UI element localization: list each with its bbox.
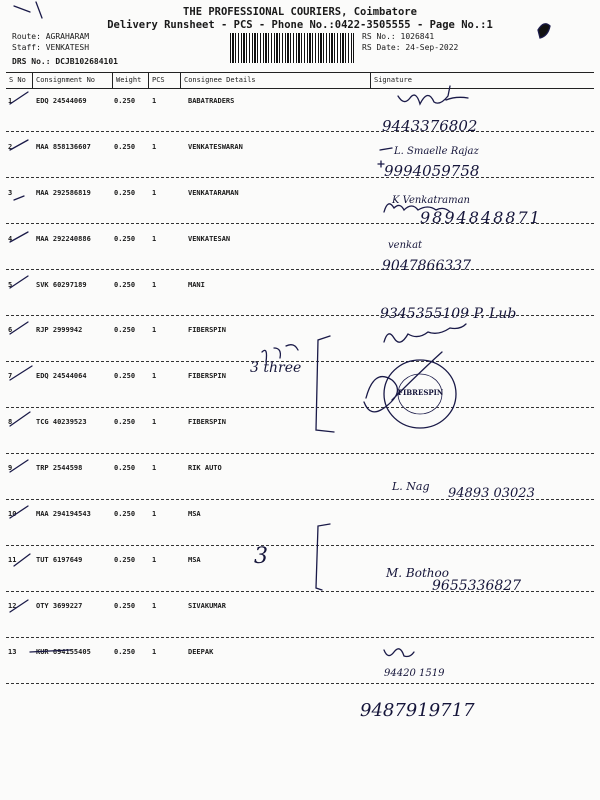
row-sno: 12 bbox=[8, 602, 17, 610]
row-consignee: FIBERSPIN bbox=[188, 418, 226, 426]
row-pcs: 1 bbox=[152, 281, 157, 289]
runsheet-subtitle: Delivery Runsheet - PCS - Phone No.:0422-3505555 - Page No.:1 bbox=[107, 19, 493, 31]
row-pcs: 1 bbox=[152, 97, 157, 105]
row-weight: 0.250 bbox=[114, 464, 136, 472]
row-sno: 2 bbox=[8, 143, 13, 151]
row-weight: 0.250 bbox=[114, 648, 136, 656]
row-sno: 6 bbox=[8, 326, 13, 334]
row-consignee: FIBERSPIN bbox=[188, 372, 226, 380]
row-consignment: TRP 2544598 bbox=[36, 464, 83, 472]
col-header-signature: Signature bbox=[374, 76, 412, 84]
row-sno: 13 bbox=[8, 648, 17, 656]
row-consignment: TCG 40239523 bbox=[36, 418, 87, 426]
row-pcs: 1 bbox=[152, 556, 157, 564]
row-pcs: 1 bbox=[152, 602, 157, 610]
row-consignee: VENKATESWARAN bbox=[188, 143, 243, 151]
row-consignment: OTY 3699227 bbox=[36, 602, 83, 610]
row-consignment: MAA 858136607 bbox=[36, 143, 91, 151]
company-title: THE PROFESSIONAL COURIERS, Coimbatore bbox=[183, 6, 417, 18]
row-pcs: 1 bbox=[152, 510, 157, 518]
row-consignee: MSA bbox=[188, 510, 201, 518]
row-weight: 0.250 bbox=[114, 143, 136, 151]
handwritten-phone: 9994059758 bbox=[384, 162, 480, 180]
col-header-consignment: Consignment No bbox=[36, 76, 96, 84]
row-consignee: MSA bbox=[188, 556, 201, 564]
col-header-pcs: PCS bbox=[152, 76, 165, 84]
row-weight: 0.250 bbox=[114, 418, 136, 426]
row-consignee: FIBERSPIN bbox=[188, 326, 226, 334]
rs-number: RS No.: 1026841 bbox=[362, 32, 435, 41]
row-consignee: MANI bbox=[188, 281, 205, 289]
col-header-consignee: Consignee Details bbox=[184, 76, 256, 84]
row-sno: 8 bbox=[8, 418, 13, 426]
handwritten-phone: 9487919717 bbox=[360, 700, 475, 721]
handwritten-name: L. Nag bbox=[392, 480, 430, 493]
row-pcs: 1 bbox=[152, 326, 157, 334]
handwritten-mark: 94420 1519 bbox=[384, 668, 445, 679]
row-pcs: 1 bbox=[152, 648, 157, 656]
row-consignee: RIK AUTO bbox=[188, 464, 222, 472]
handwritten-phone: 9894848871 bbox=[420, 208, 542, 227]
row-consignment: MAA 294194543 bbox=[36, 510, 91, 518]
row-weight: 0.250 bbox=[114, 189, 136, 197]
row-pcs: 1 bbox=[152, 464, 157, 472]
row-pcs: 1 bbox=[152, 189, 157, 197]
rs-date: RS Date: 24-Sep-2022 bbox=[362, 43, 459, 52]
row-sno: 5 bbox=[8, 281, 13, 289]
row-consignee: VENKATESAN bbox=[188, 235, 231, 243]
row-pcs: 1 bbox=[152, 418, 157, 426]
row-consignment: EDQ 24544064 bbox=[36, 372, 87, 380]
handwritten-name: M. Bothoo bbox=[386, 566, 449, 580]
staff-label: Staff: VENKATESH bbox=[12, 43, 90, 52]
row-weight: 0.250 bbox=[114, 372, 136, 380]
drs-number: DRS No.: DCJB102684101 bbox=[12, 57, 118, 66]
row-weight: 0.250 bbox=[114, 556, 136, 564]
row-consignment: MAA 292240886 bbox=[36, 235, 91, 243]
handwritten-mark: 3 three bbox=[250, 360, 302, 376]
row-consignment: SVK 60297189 bbox=[36, 281, 87, 289]
handwritten-mark: 3 bbox=[254, 544, 268, 569]
row-weight: 0.250 bbox=[114, 602, 136, 610]
col-header-sno: S No bbox=[9, 76, 26, 84]
col-header-weight: Weight bbox=[116, 76, 142, 84]
row-sno: 1 bbox=[8, 97, 13, 105]
row-pcs: 1 bbox=[152, 235, 157, 243]
row-sno: 4 bbox=[8, 235, 13, 243]
handwritten-phone: 9047866337 bbox=[382, 258, 472, 274]
row-sno: 11 bbox=[8, 556, 17, 564]
row-weight: 0.250 bbox=[114, 281, 136, 289]
row-consignment: KUR 694155405 bbox=[36, 648, 91, 656]
route-label: Route: AGRAHARAM bbox=[12, 32, 90, 41]
row-weight: 0.250 bbox=[114, 97, 136, 105]
row-consignment: TUT 6197649 bbox=[36, 556, 83, 564]
row-consignment: EDQ 24544069 bbox=[36, 97, 87, 105]
handwritten-name: venkat bbox=[388, 240, 423, 251]
row-pcs: 1 bbox=[152, 372, 157, 380]
row-weight: 0.250 bbox=[114, 510, 136, 518]
row-consignee: BABATRADERS bbox=[188, 97, 235, 105]
row-sno: 3 bbox=[8, 189, 13, 197]
row-sno: 9 bbox=[8, 464, 13, 472]
row-consignment: RJP 2999942 bbox=[36, 326, 83, 334]
handwritten-phone: 9345355109 P. Lub bbox=[380, 306, 517, 322]
row-weight: 0.250 bbox=[114, 235, 136, 243]
row-pcs: 1 bbox=[152, 143, 157, 151]
stamp-text: FIBRESPIN bbox=[398, 388, 444, 397]
row-consignee: SIVAKUMAR bbox=[188, 602, 226, 610]
row-sno: 7 bbox=[8, 372, 13, 380]
row-consignment: MAA 292586819 bbox=[36, 189, 91, 197]
row-consignee: VENKATARAMAN bbox=[188, 189, 239, 197]
handwritten-name: K Venkatraman bbox=[392, 195, 470, 206]
row-consignee: DEEPAK bbox=[188, 648, 214, 656]
handwritten-phone: 94893 03023 bbox=[448, 486, 535, 501]
handwritten-phone: 9443376802 bbox=[382, 117, 478, 135]
row-weight: 0.250 bbox=[114, 326, 136, 334]
handwritten-name: L. Smaelle Rajaz bbox=[394, 146, 479, 157]
handwritten-phone: 9655336827 bbox=[432, 578, 522, 594]
row-sno: 10 bbox=[8, 510, 17, 518]
